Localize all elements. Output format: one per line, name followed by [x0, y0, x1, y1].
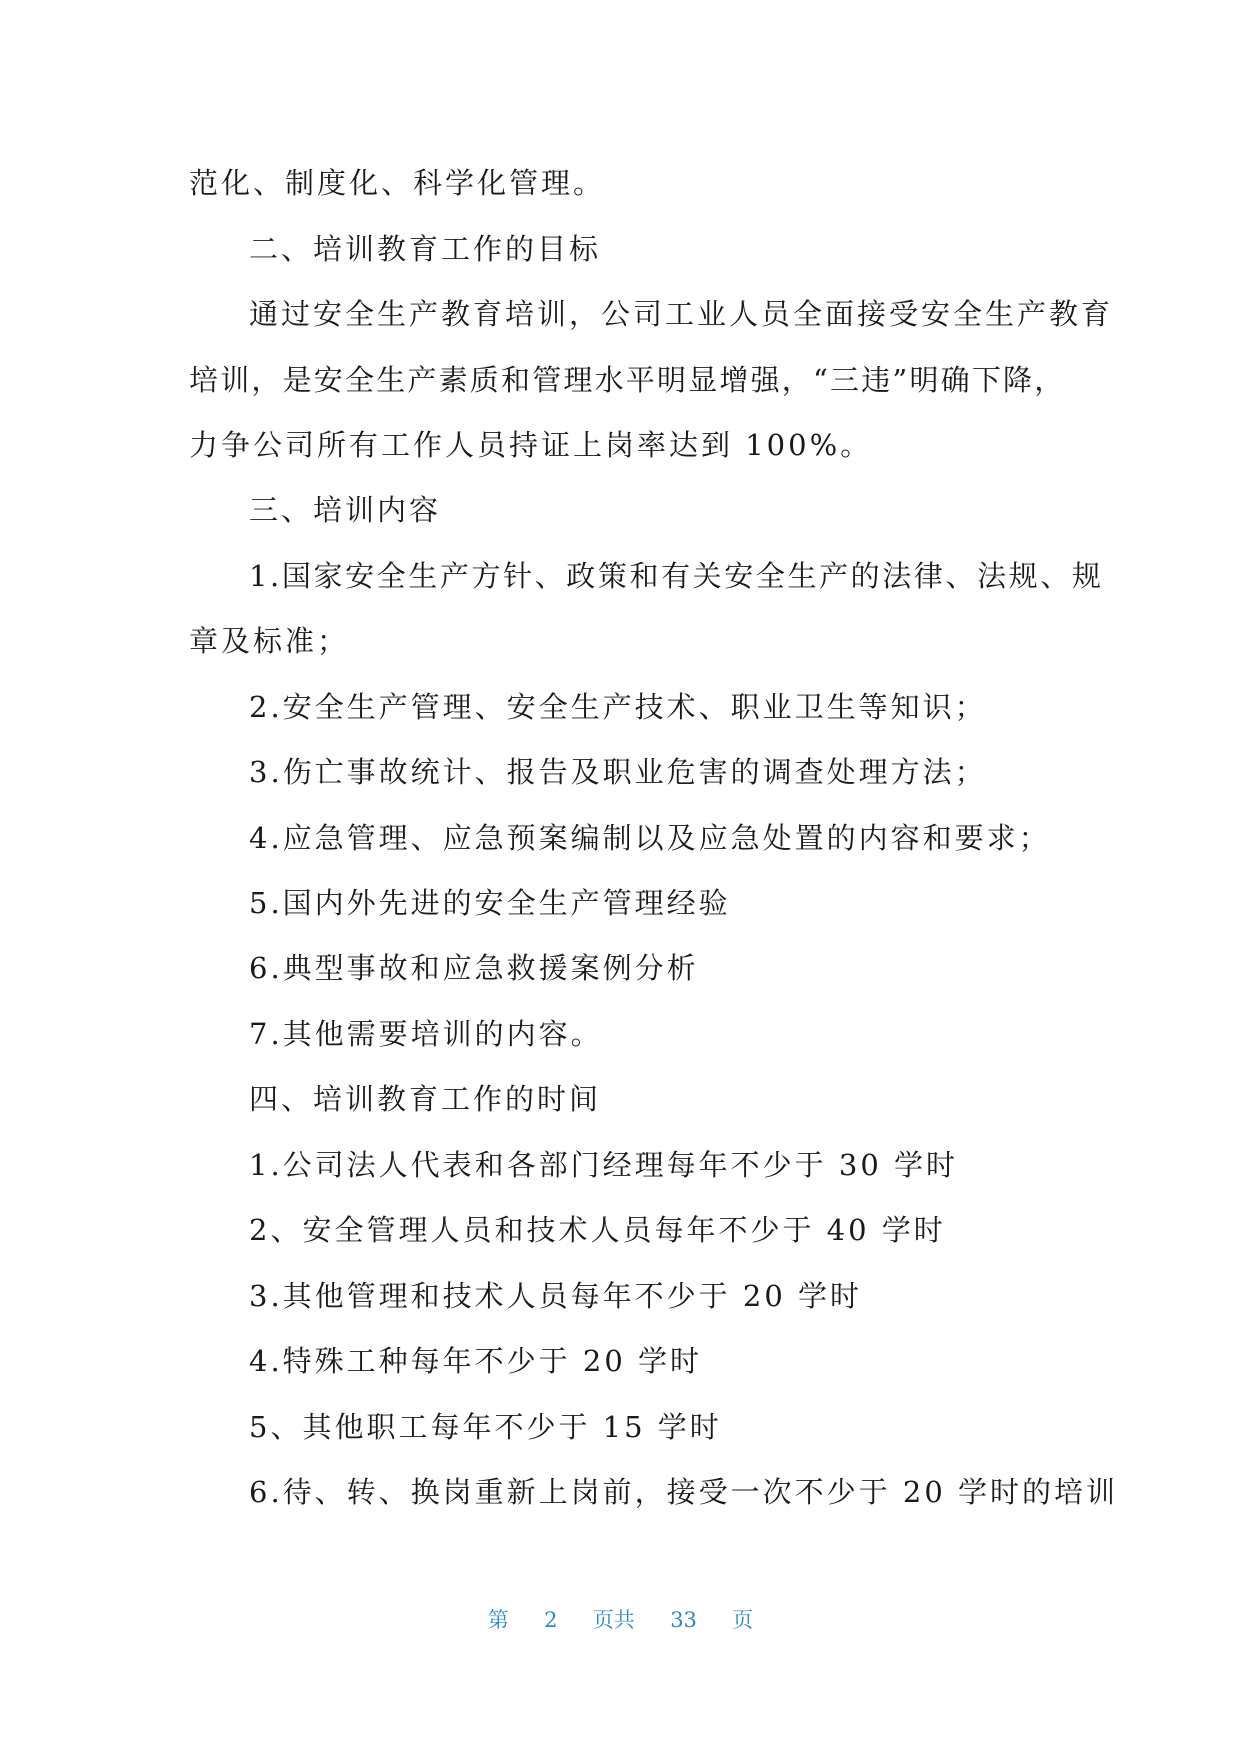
section-heading-schedule: 四、培训教育工作的时间: [249, 1082, 602, 1116]
list-item: 1.公司法人代表和各部门经理每年不少于 30 学时: [249, 1148, 959, 1182]
list-item: 3.其他管理和技术人员每年不少于 20 学时: [249, 1279, 863, 1313]
list-item: 6.典型事故和应急救援案例分析: [249, 951, 699, 985]
footer-suffix: 页: [732, 1608, 754, 1632]
list-item: 3.伤亡事故统计、报告及职业危害的调查处理方法；: [249, 755, 987, 789]
list-item: 1.国家安全生产方针、政策和有关安全生产的法律、法规、规: [249, 559, 1104, 593]
body-line: 力争公司所有工作人员持证上岗率达到 100%。: [189, 428, 873, 462]
footer-middle: 页共: [592, 1608, 635, 1632]
footer-total-pages: 33: [670, 1608, 697, 1632]
list-item: 5.国内外先进的安全生产管理经验: [249, 886, 731, 920]
page-footer: [0, 1607, 1241, 1633]
body-line: 通过安全生产教育培训，公司工业人员全面接受安全生产教育: [249, 297, 1114, 331]
body-line: 范化、制度化、科学化管理。: [189, 166, 606, 200]
section-heading-goals: 二、培训教育工作的目标: [249, 232, 602, 266]
list-item: 6.待、转、换岗重新上岗前，接受一次不少于 20 学时的培训: [249, 1475, 1119, 1509]
section-heading-content: 三、培训内容: [249, 493, 442, 527]
list-item: 7.其他需要培训的内容。: [249, 1017, 603, 1051]
footer-current-page: 2: [544, 1608, 558, 1632]
list-item-continuation: 章及标准；: [189, 624, 350, 658]
body-line: 培训，是安全生产素质和管理水平明显增强，“三违”明确下降，: [189, 363, 1066, 397]
list-item: 4.应急管理、应急预案编制以及应急处置的内容和要求；: [249, 821, 1051, 855]
list-item: 4.特殊工种每年不少于 20 学时: [249, 1344, 703, 1378]
list-item: 2.安全生产管理、安全生产技术、职业卫生等知识；: [249, 690, 987, 724]
list-item: 5、其他职工每年不少于 15 学时: [249, 1410, 722, 1444]
list-item: 2、安全管理人员和技术人员每年不少于 40 学时: [249, 1213, 946, 1247]
footer-prefix: 第: [487, 1608, 509, 1632]
